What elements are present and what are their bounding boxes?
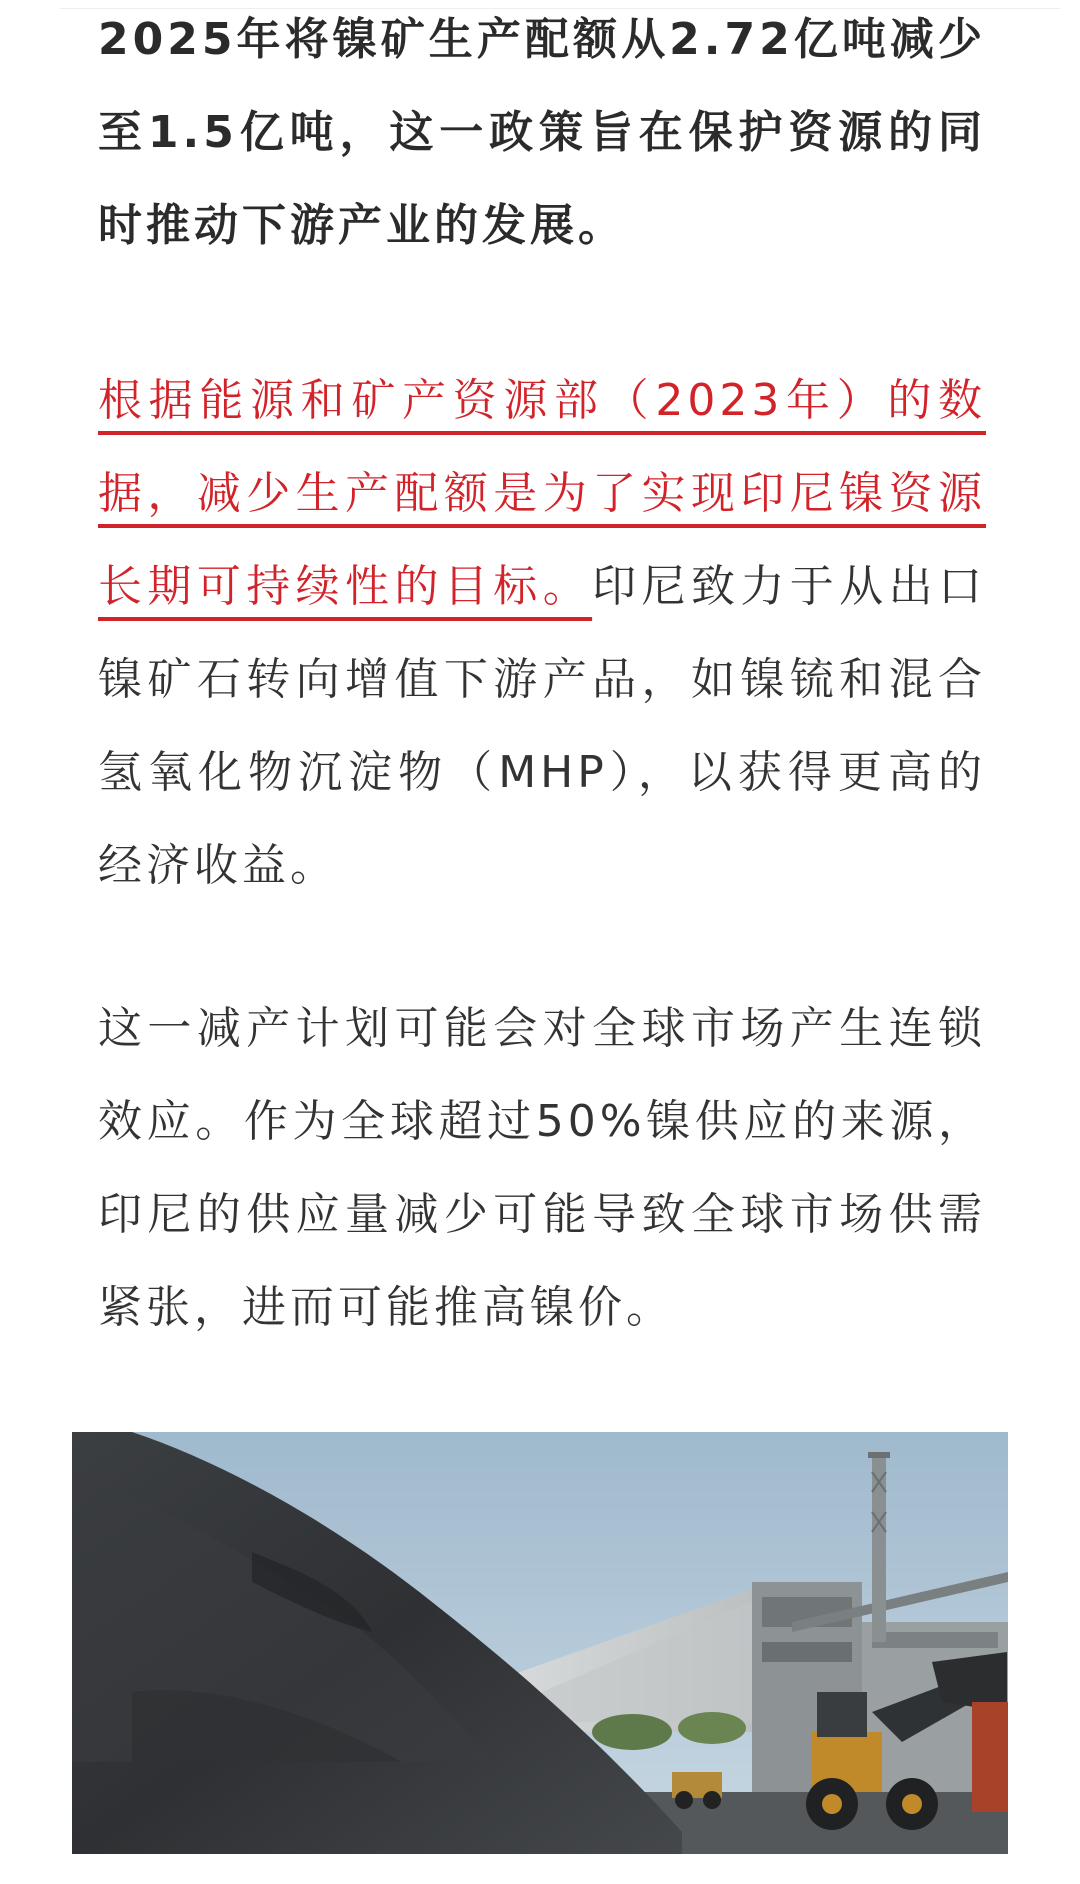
nickel-ore-stockpile-image[interactable] <box>72 1432 1008 1854</box>
paragraph-2-rest: 印尼致力于从出口镍矿石转向增值下游产品，如镍锍和混合氢氧化物沉淀物（MHP），以获得更高的经济收益。 <box>98 561 987 891</box>
bottom-bar <box>0 1854 1080 1884</box>
article-paragraph-2 <box>98 354 986 912</box>
article-paragraph-3: 这一减产计划可能会对全球市场产生连锁效应。作为全球超过50%镍供应的来源，印尼的供应量减少可能导致全球市场供需紧张，进而可能推高镍价。 <box>98 1003 986 1333</box>
highlighted-quote: 根据能源和矿产资源部（2023年）的数据，减少生产配额是为了实现印尼镍资源长期可持续性的目标。 <box>98 375 986 612</box>
article-paragraph-1: 2025年将镍矿生产配额从2.72亿吨减少至1.5亿吨，这一政策旨在保护资源的同时推动下游产业的发展。 <box>98 14 986 251</box>
